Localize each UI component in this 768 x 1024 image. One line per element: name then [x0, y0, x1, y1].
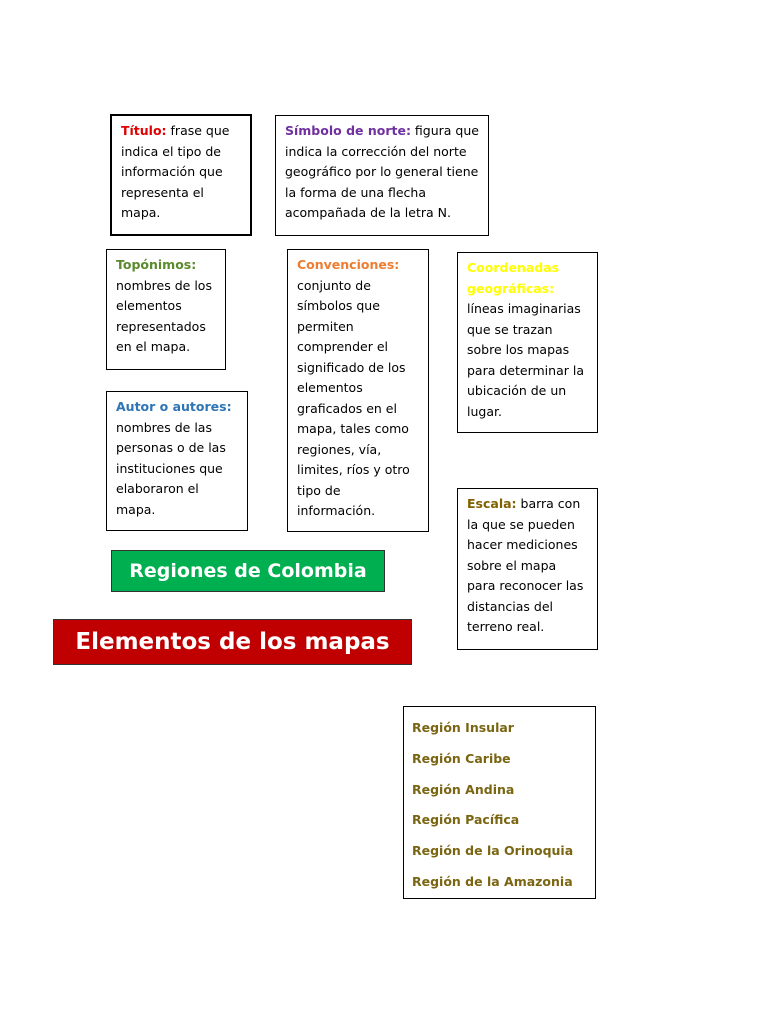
region-item-andina: Región Andina	[412, 781, 515, 797]
norte-term: Símbolo de norte:	[285, 123, 411, 138]
toponimos-box	[106, 249, 226, 370]
coordenadas-text: líneas imaginarias que se trazan sobre los mapas para determinar la ubicación de un lugar.	[467, 301, 584, 419]
regiones-banner-text: Regiones de Colombia	[129, 560, 367, 582]
region-item-caribe: Región Caribe	[412, 750, 511, 766]
region-item-pacifica: Región Pacífica	[412, 812, 520, 828]
titulo-term: Título:	[121, 123, 167, 138]
autores-text: nombres de las personas o de las instituciones que elaboraron el mapa.	[116, 419, 226, 517]
convenciones-term: Convenciones:	[297, 257, 400, 272]
autores-term: Autor o autores:	[116, 399, 232, 414]
coordenadas-term: Coordenadas geográficas:	[467, 260, 560, 296]
regiones-banner	[111, 550, 385, 592]
toponimos-term: Topónimos:	[116, 257, 197, 272]
titulo-box	[110, 114, 252, 236]
convenciones-text: conjunto de símbolos que permiten comprender el significado de los elementos graficados en el mapa, tales como regiones, vía, limites, ríos y otro tipo de información.	[297, 277, 410, 518]
region-item-insular: Región Insular	[412, 720, 514, 735]
norte-text: figura que indica la corrección del norte geográfico por lo general tiene la forma de una flecha acompañada de la letra N.	[285, 123, 479, 220]
elementos-banner-text: Elementos de los mapas	[75, 629, 390, 655]
simbolo-norte-box	[275, 115, 489, 236]
region-item-amazonia: Región de la Amazonia	[412, 873, 573, 889]
toponimos-text: nombres de los elementos representados en el mapa.	[116, 277, 212, 354]
escala-box	[457, 488, 598, 650]
titulo-text: frase que indica el tipo de información que representa el mapa.	[121, 123, 230, 220]
region-item-orinoquia: Región de la Orinoquia	[412, 843, 574, 859]
elementos-banner	[53, 619, 412, 665]
convenciones-box	[287, 249, 429, 532]
coordenadas-box	[457, 252, 598, 433]
escala-text: barra con la que se pueden hacer mediciones sobre el mapa para reconocer las distancias del terreno real.	[467, 496, 584, 634]
autores-box	[106, 391, 248, 531]
regions-list-box	[403, 706, 596, 899]
escala-term: Escala:	[467, 496, 517, 511]
